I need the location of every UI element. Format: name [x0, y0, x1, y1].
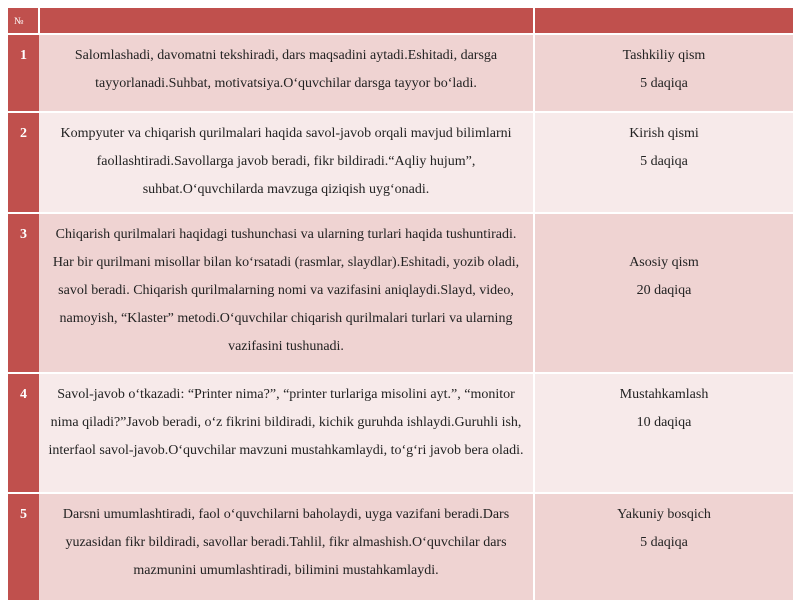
stage-duration: 20 daqiqa	[636, 283, 692, 298]
header-number-cell: №	[8, 8, 39, 34]
table-row	[8, 112, 793, 213]
row-number: 1	[8, 34, 39, 112]
stage-info	[534, 213, 793, 373]
row-number: 3	[8, 213, 39, 373]
stage-title: Mustahkamlash	[619, 387, 709, 402]
stage-title: Yakuniy bosqich	[617, 507, 711, 522]
stage-info	[534, 493, 793, 600]
stage-info	[534, 373, 793, 493]
stage-duration: 5 daqiqa	[640, 535, 688, 550]
stage-duration: 10 daqiqa	[636, 415, 692, 430]
table-row	[8, 493, 793, 600]
stage-info	[534, 34, 793, 112]
activity-description: Savol-javob o‘tkazadi: “Printer nima?”, “printer turlariga misolini ayt.”, “monitor nima qiladi?”Javob beradi, o‘z fikrini bildiradi, kichik guruhda ishlaydi.Guruhli ish, interfaol savol-javob.O‘quvchilar mavzuni mustahkamlaydi, to‘g‘ri javob bera oladi.	[39, 373, 534, 493]
stage-title: Kirish qismi	[629, 126, 699, 141]
stage-title: Tashkiliy qism	[622, 48, 706, 63]
table-row	[8, 373, 793, 493]
row-number: 4	[8, 373, 39, 493]
activity-description: Kompyuter va chiqarish qurilmalari haqida savol-javob orqali mavjud bilimlarni faollashtiradi.Savollarga javob beradi, fikr bildiradi.“Aqliy hujum”, suhbat.O‘quvchilarda mavzuga qiziqish uyg‘onadi.	[39, 112, 534, 213]
activity-description: Darsni umumlashtiradi, faol o‘quvchilarni baholaydi, uyga vazifani beradi.Dars yuzasidan fikr bildiradi, savollar beradi.Tahlil, fikr almashish.O‘quvchilar dars mazmunini umumlashtiradi, bilimini mustahkamlaydi.	[39, 493, 534, 600]
row-number: 2	[8, 112, 39, 213]
stage-duration: 5 daqiqa	[640, 76, 688, 91]
activity-description: Salomlashadi, davomatni tekshiradi, dars maqsadini aytadi.Eshitadi, darsga tayyorlanadi.Suhbat, motivatsiya.O‘quvchilar darsga tayyor bo‘ladi.	[39, 34, 534, 112]
stage-duration: 5 daqiqa	[640, 154, 688, 169]
table-row	[8, 34, 793, 112]
table-header-row	[8, 8, 793, 34]
stage-info	[534, 112, 793, 213]
lesson-plan-table	[8, 8, 793, 600]
row-number: 5	[8, 493, 39, 600]
header-activity-cell	[39, 8, 534, 34]
header-stage-cell	[534, 8, 793, 34]
activity-description: Chiqarish qurilmalari haqidagi tushunchasi va ularning turlari haqida tushuntiradi. Har bir qurilmani misollar bilan ko‘rsatadi (rasmlar, slaydlar).Eshitadi, yozib oladi, savol beradi. Chiqarish qurilmalarning nomi va vazifasini aniqlaydi.Slayd, video, namoyish, “Klaster” metodi.O‘quvchilar chiqarish qurilmalari turlari va ularning vazifasini tushunadi.	[39, 213, 534, 373]
table-row	[8, 213, 793, 373]
stage-title: Asosiy qism	[629, 255, 699, 270]
